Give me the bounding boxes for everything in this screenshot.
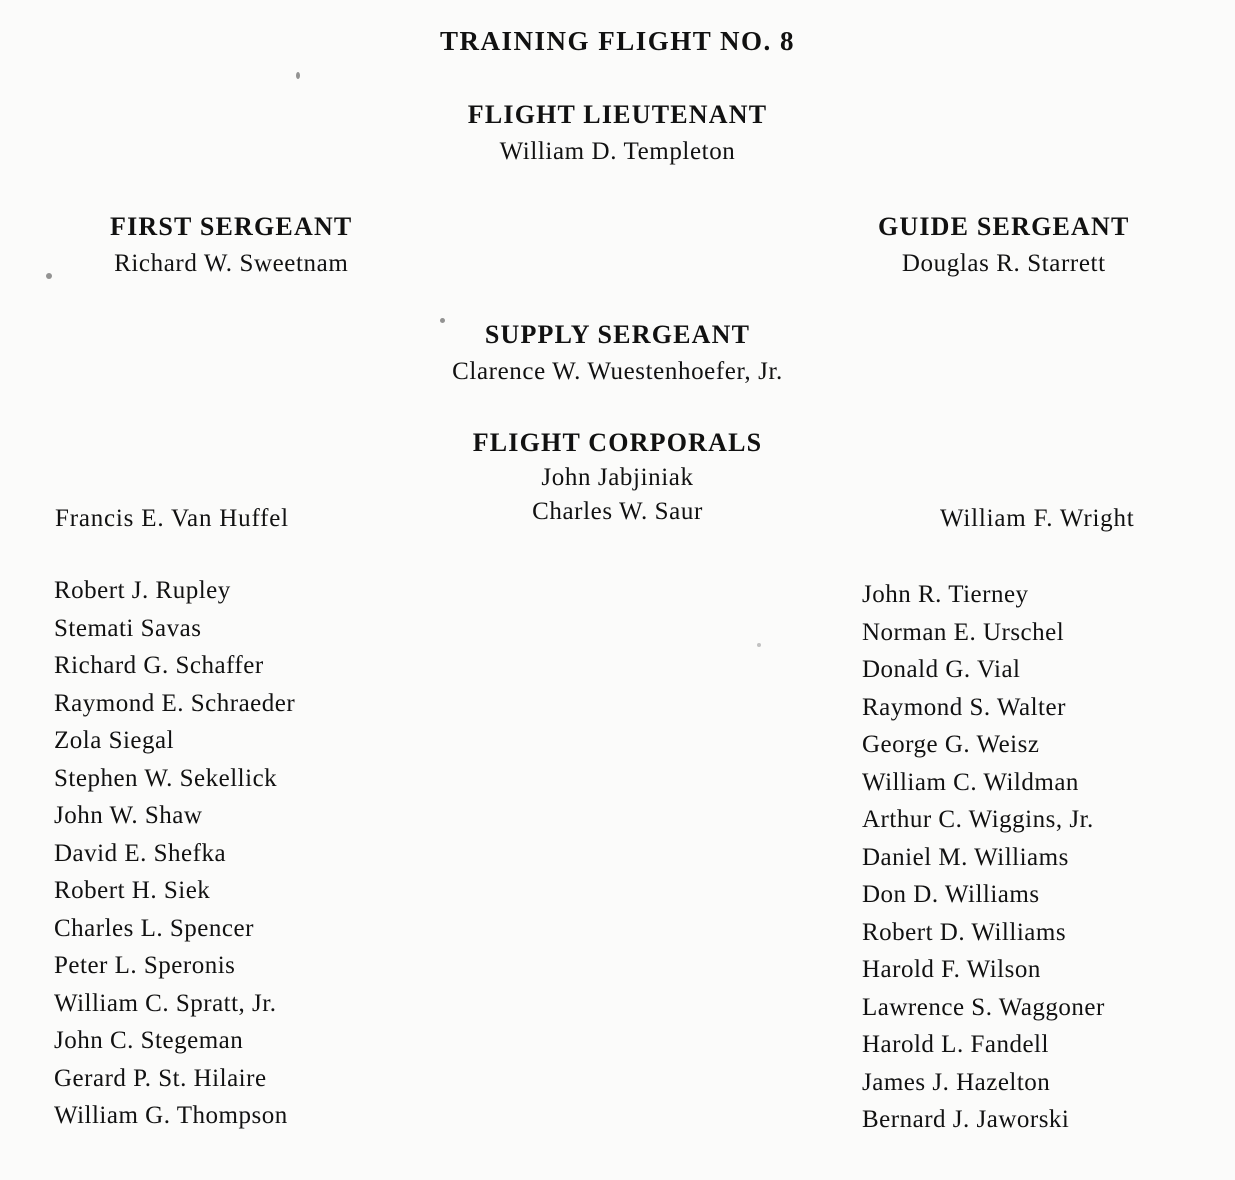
scan-speck	[296, 72, 300, 79]
list-item: Robert J. Rupley	[54, 577, 231, 604]
list-item: Lawrence S. Waggoner	[862, 993, 1105, 1021]
list-item: Norman E. Urschel	[862, 618, 1065, 646]
supply-sergeant-name: Clarence W. Wuestenhoefer, Jr.	[452, 358, 783, 385]
supply-sergeant-rank-label: SUPPLY SERGEANT	[484, 320, 751, 349]
first-sergeant-section	[0, 212, 673, 278]
list-item: John R. Tierney	[862, 581, 1029, 608]
guide-sergeant-name: Douglas R. Starrett	[901, 250, 1106, 277]
list-item: John W. Shaw	[54, 802, 203, 829]
list-item: Bernard J. Jaworski	[862, 1106, 1070, 1133]
list-item: Richard G. Schaffer	[54, 652, 264, 679]
list-item: Charles L. Spencer	[54, 914, 254, 942]
list-item: George G. Weisz	[862, 731, 1040, 758]
flight-corporal-name-right: William F. Wright	[940, 505, 1135, 532]
list-item: Robert D. Williams	[862, 918, 1067, 946]
flight-corporal-name: Charles W. Saur	[532, 498, 703, 525]
list-item: Gerard P. St. Hilaire	[54, 1064, 267, 1092]
list-item: Stephen W. Sekellick	[54, 764, 278, 792]
guide-sergeant-rank-label: GUIDE SERGEANT	[877, 212, 1130, 241]
member-roster	[0, 572, 1235, 1132]
list-item: William C. Wildman	[862, 768, 1079, 796]
flight-lieutenant-section	[0, 100, 1235, 166]
first-sergeant-name: Richard W. Sweetnam	[114, 250, 349, 277]
first-sergeant-rank-label: FIRST SERGEANT	[110, 212, 353, 241]
list-item: Stemati Savas	[54, 614, 202, 642]
list-item: Harold L. Fandell	[862, 1031, 1049, 1058]
list-item: Zola Siegal	[54, 727, 175, 754]
list-item: Don D. Williams	[862, 881, 1040, 908]
list-item: Arthur C. Wiggins, Jr.	[862, 806, 1094, 833]
list-item: Peter L. Speronis	[54, 952, 236, 979]
flight-lieutenant-rank-label: FLIGHT LIEUTENANT	[467, 100, 768, 129]
roster-right-column	[862, 576, 1232, 1139]
sergeants-row	[0, 212, 1235, 278]
list-item: Donald G. Vial	[862, 656, 1021, 683]
roster-left-column	[54, 572, 574, 1135]
list-item: David E. Shefka	[54, 839, 227, 867]
list-item: William C. Spratt, Jr.	[54, 989, 277, 1017]
flight-corporal-name: John Jabjiniak	[541, 464, 694, 491]
list-item: Daniel M. Williams	[862, 843, 1069, 871]
list-item: Robert H. Siek	[54, 877, 211, 904]
list-item: John C. Stegeman	[54, 1027, 244, 1054]
list-item: James J. Hazelton	[862, 1068, 1051, 1096]
page-title: TRAINING FLIGHT NO. 8	[439, 26, 796, 56]
guide-sergeant-section	[673, 212, 1235, 278]
flight-corporal-name-left: Francis E. Van Huffel	[55, 505, 289, 532]
flight-corporals-rank-label: FLIGHT CORPORALS	[472, 428, 763, 457]
list-item: Harold F. Wilson	[862, 956, 1041, 983]
list-item: Raymond S. Walter	[862, 693, 1066, 721]
flight-lieutenant-name: William D. Templeton	[499, 138, 736, 165]
list-item: Raymond E. Schraeder	[54, 689, 296, 717]
list-item: William G. Thompson	[54, 1102, 288, 1129]
supply-sergeant-section	[0, 320, 1235, 386]
